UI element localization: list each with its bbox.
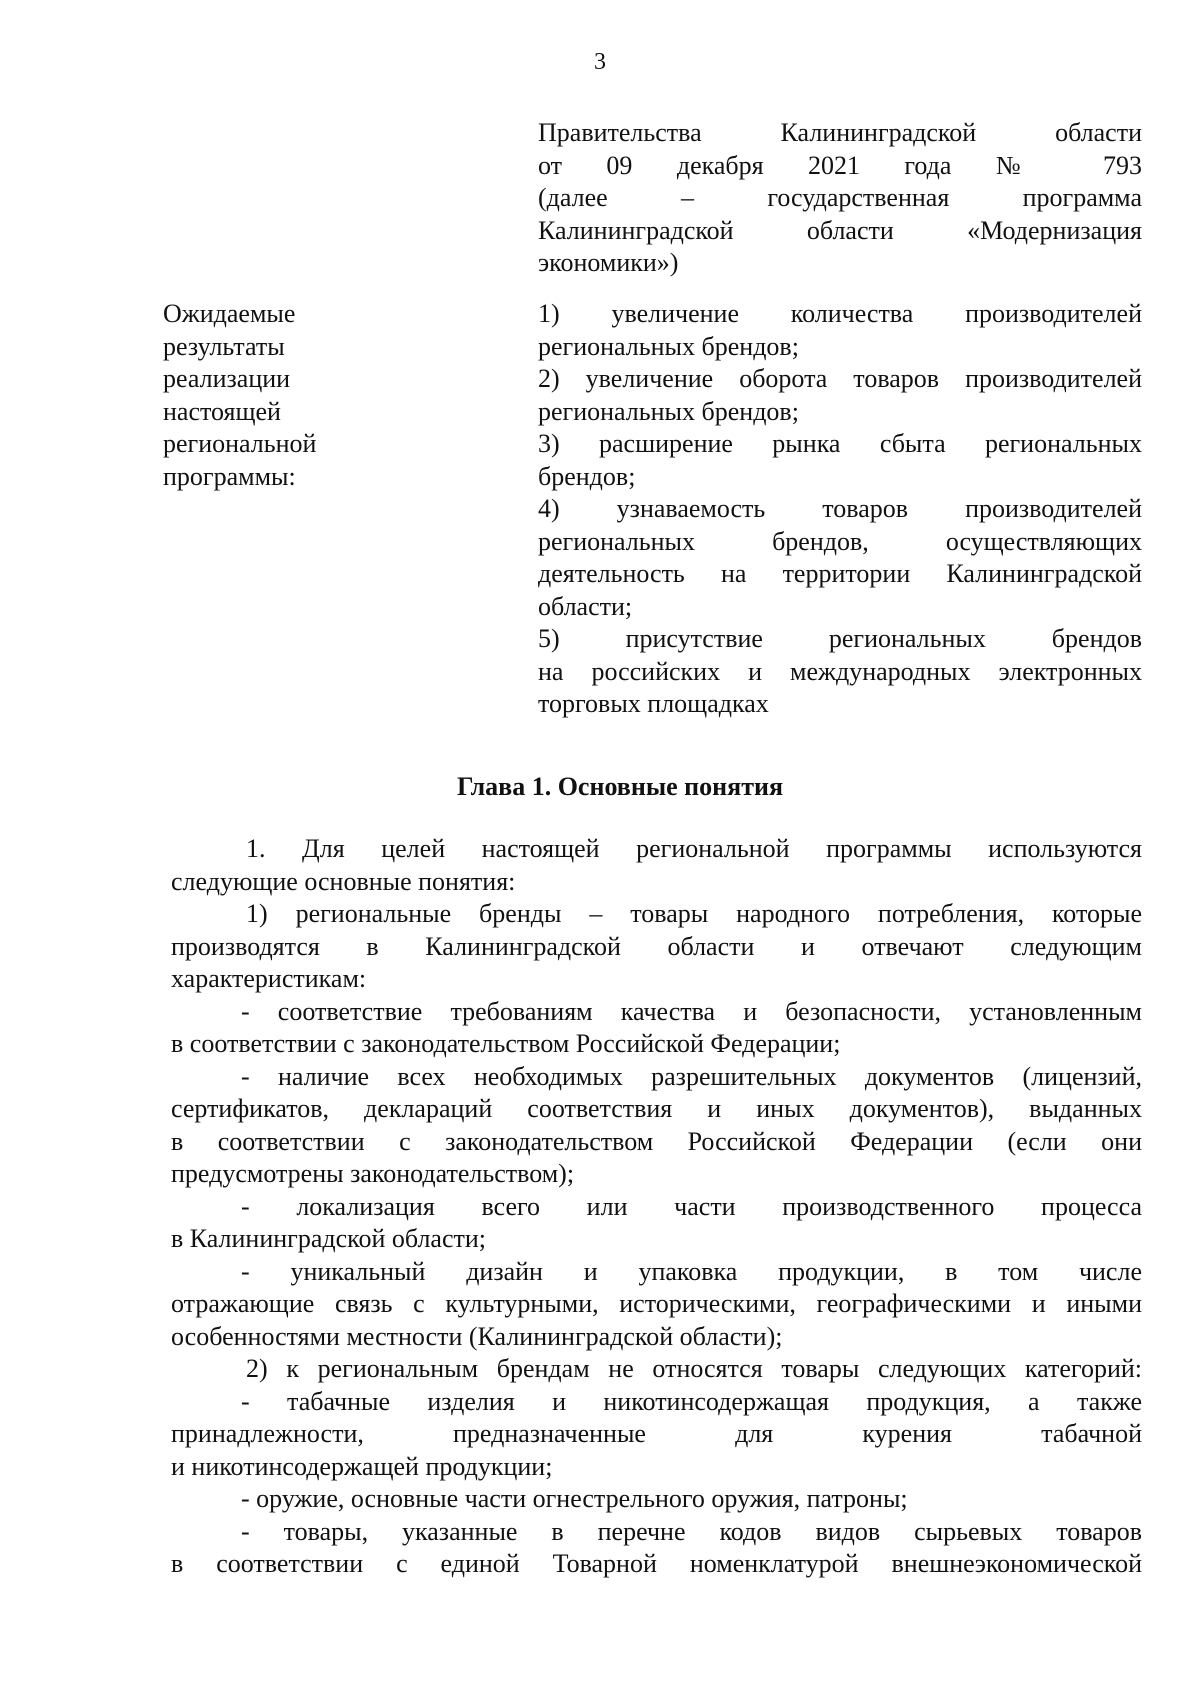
label-line: программы: — [163, 461, 296, 491]
text-line: 4) узнаваемость товаров производителей — [538, 494, 1142, 523]
text-line: региональных брендов, осуществляющих — [538, 526, 1142, 556]
text-line: 1. Для целей настоящей региональной программы используются — [246, 834, 1142, 863]
text-line: на российских и международных электронных — [538, 656, 1142, 686]
text-line: от 09 декабря 2021 года № 793 — [538, 150, 1142, 180]
text-line: экономики») — [538, 248, 679, 277]
text-line: принадлежности, предназначенные для курения табачной — [171, 1419, 1142, 1448]
text-line: сертификатов, деклараций соответствия и иных документов), выданных — [171, 1094, 1142, 1123]
text-line: и никотинсодержащей продукции; — [171, 1451, 553, 1481]
body-text — [171, 833, 1142, 1581]
text-line: Правительства Калининградской области — [538, 118, 1142, 147]
label-line: настоящей — [163, 396, 281, 426]
label-line: региональной — [163, 429, 317, 458]
text-line: 5) присутствие региональных брендов — [538, 624, 1142, 653]
text-line: 1) региональные бренды – товары народного потребления, которые — [246, 899, 1142, 928]
program-reference-block — [538, 117, 1142, 280]
label-line: Ожидаемые — [163, 299, 296, 328]
chapter-title: Глава 1. Основные понятия — [456, 772, 784, 801]
text-line: региональных брендов; — [538, 331, 799, 361]
expected-results-label — [163, 298, 463, 493]
text-line: торговых площадках — [538, 689, 769, 718]
text-line: - уникальный дизайн и упаковка продукции, в том числе — [241, 1256, 1142, 1286]
text-line: (далее – государственная программа — [538, 183, 1142, 212]
text-line: предусмотрены законодательством); — [171, 1159, 575, 1188]
label-line: реализации — [163, 364, 291, 393]
text-line: характеристикам: — [171, 964, 367, 993]
text-line: - локализация всего или части производственного процесса — [241, 1191, 1142, 1221]
text-line: 2) к региональным брендам не относятся товары следующих категорий: — [246, 1354, 1142, 1383]
text-line: Калининградской области «Модернизация — [538, 215, 1142, 245]
page-number: 3 — [594, 49, 606, 75]
text-line: особенностями местности (Калининградской области); — [171, 1321, 783, 1351]
text-line: - наличие всех необходимых разрешительных документов (лицензий, — [241, 1061, 1142, 1091]
text-line: в Калининградской области; — [171, 1224, 487, 1253]
text-line: в соответствии с законодательством Российской Федерации; — [171, 1029, 841, 1058]
text-line: - табачные изделия и никотинсодержащая продукция, а также — [241, 1386, 1142, 1416]
text-line: - соответствие требованиям качества и безопасности, установленным — [241, 996, 1142, 1026]
expected-results-list — [538, 298, 1142, 721]
text-line: брендов; — [538, 461, 636, 491]
text-line: следующие основные понятия: — [171, 866, 516, 896]
text-line: производятся в Калининградской области и отвечают следующим — [171, 931, 1142, 961]
text-line: региональных брендов; — [538, 396, 799, 426]
text-line: 3) расширение рынка сбыта региональных — [538, 429, 1142, 458]
text-line: отражающие связь с культурными, историческими, географическими и иными — [171, 1289, 1142, 1318]
text-line: 1) увеличение количества производителей — [538, 299, 1142, 328]
label-line: результаты — [163, 331, 285, 361]
text-line: деятельность на территории Калининградской — [538, 559, 1142, 588]
text-line: в соответствии с единой Товарной номенклатурой внешнеэкономической — [171, 1549, 1142, 1578]
text-line: - товары, указанные в перечне кодов видов сырьевых товаров — [241, 1516, 1142, 1546]
text-line: - оружие, основные части огнестрельного оружия, патроны; — [241, 1484, 908, 1513]
text-line: 2) увеличение оборота товаров производителей — [538, 364, 1142, 393]
text-line: в соответствии с законодательством Российской Федерации (если они — [171, 1126, 1142, 1156]
text-line: области; — [538, 591, 633, 621]
